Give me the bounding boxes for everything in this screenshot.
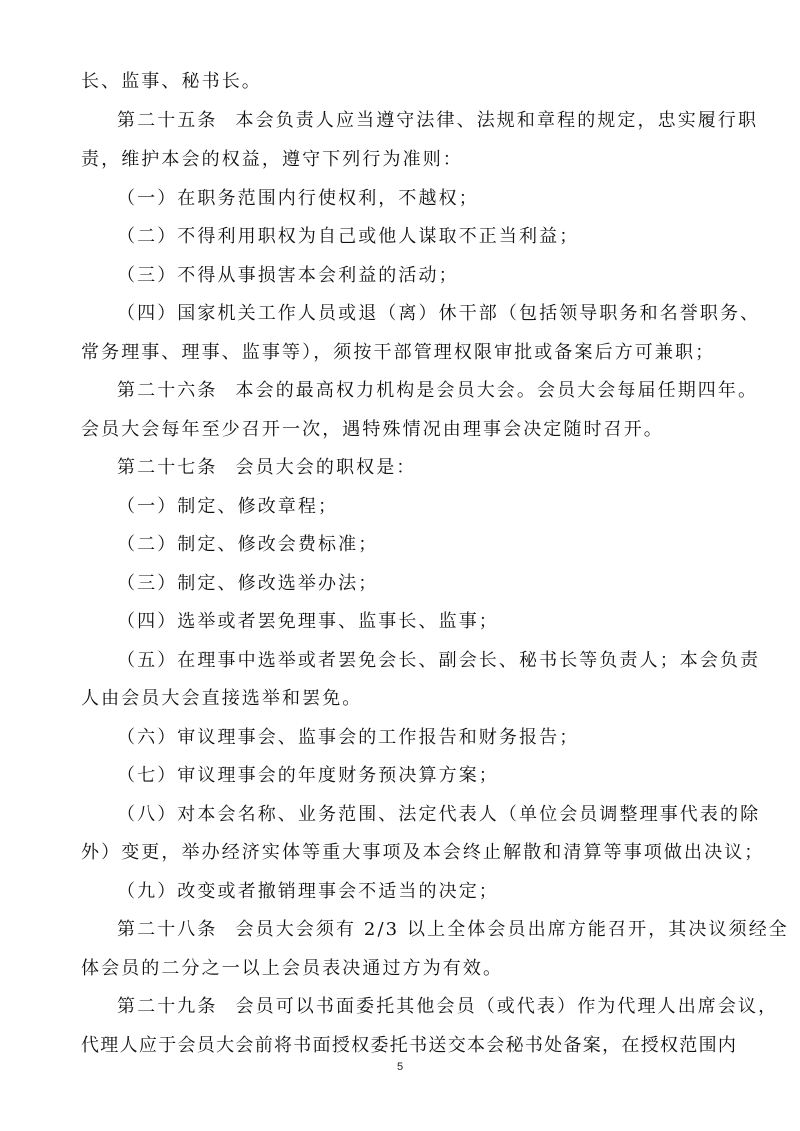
article-27-line	[117, 453, 726, 483]
list-item: （一）在职务范围内行使权利，不越权；	[117, 188, 479, 209]
article-heading: 第二十五条	[117, 110, 218, 131]
article-heading: 第二十九条	[117, 996, 218, 1017]
article-heading: 第二十七条	[117, 457, 218, 478]
list-item: （二）不得利用职权为自己或他人谋取不正当利益；	[117, 226, 580, 247]
text-line: 会员可以书面委托其他会员（或代表）作为代理人出席会议，	[235, 996, 779, 1017]
list-item: （三）不得从事损害本会利益的活动；	[117, 265, 459, 286]
article-25-line	[117, 106, 759, 136]
list-item: （四）国家机关工作人员或退（离）休干部（包括领导职务和名誉职务、	[117, 303, 761, 324]
article-28-line	[117, 915, 789, 945]
page-number: 5	[396, 1061, 404, 1073]
text-line: 外）变更，举办经济实体等重大事项及本会终止解散和清算等事项做出决议；	[81, 842, 765, 863]
text-line: 责，维护本会的权益，遵守下列行为准则：	[81, 149, 463, 170]
text-line: 代理人应于会员大会前将书面授权委托书送交本会秘书处备案，在授权范围内	[81, 1035, 738, 1056]
text-line: 人由会员大会直接选举和罢免。	[81, 688, 363, 709]
article-26-line	[117, 376, 759, 406]
article-heading: 第二十六条	[117, 380, 218, 401]
list-item: （六）审议理事会、监事会的工作报告和财务报告；	[117, 727, 580, 748]
list-item: （九）改变或者撤销理事会不适当的决定；	[117, 881, 499, 902]
list-item: （二）制定、修改会费标准；	[117, 534, 379, 555]
text-line: 会员大会每年至少召开一次，遇特殊情况由理事会决定随时召开。	[81, 419, 664, 440]
text-line: 体会员的二分之一以上会员表决通过方为有效。	[81, 958, 504, 979]
list-item: （三）制定、修改选举办法；	[117, 573, 379, 594]
list-item: （四）选举或者罢免理事、监事长、监事；	[117, 611, 499, 632]
list-item: （一）制定、修改章程；	[117, 496, 339, 517]
text-line: 常务理事、理事、监事等），须按干部管理权限审批或备案后方可兼职；	[81, 342, 716, 363]
text-line: 长、监事、秘书长。	[81, 71, 262, 92]
text-line: 会员大会须有 2/3 以上全体会员出席方能召开，其决议须经全	[235, 919, 789, 940]
list-item: （五）在理事中选举或者罢免会长、副会长、秘书长等负责人；本会负责	[117, 650, 761, 671]
text-line: 会员大会的职权是：	[235, 457, 417, 478]
article-29-line	[117, 992, 779, 1022]
text-line: 本会的最高权力机构是会员大会。会员大会每届任期四年。	[235, 380, 759, 401]
text-line: 本会负责人应当遵守法律、法规和章程的规定，忠实履行职	[235, 110, 759, 131]
list-item: （八）对本会名称、业务范围、法定代表人（单位会员调整理事代表的除	[117, 804, 761, 825]
list-item: （七）审议理事会的年度财务预决算方案；	[117, 765, 499, 786]
article-heading: 第二十八条	[117, 919, 218, 940]
